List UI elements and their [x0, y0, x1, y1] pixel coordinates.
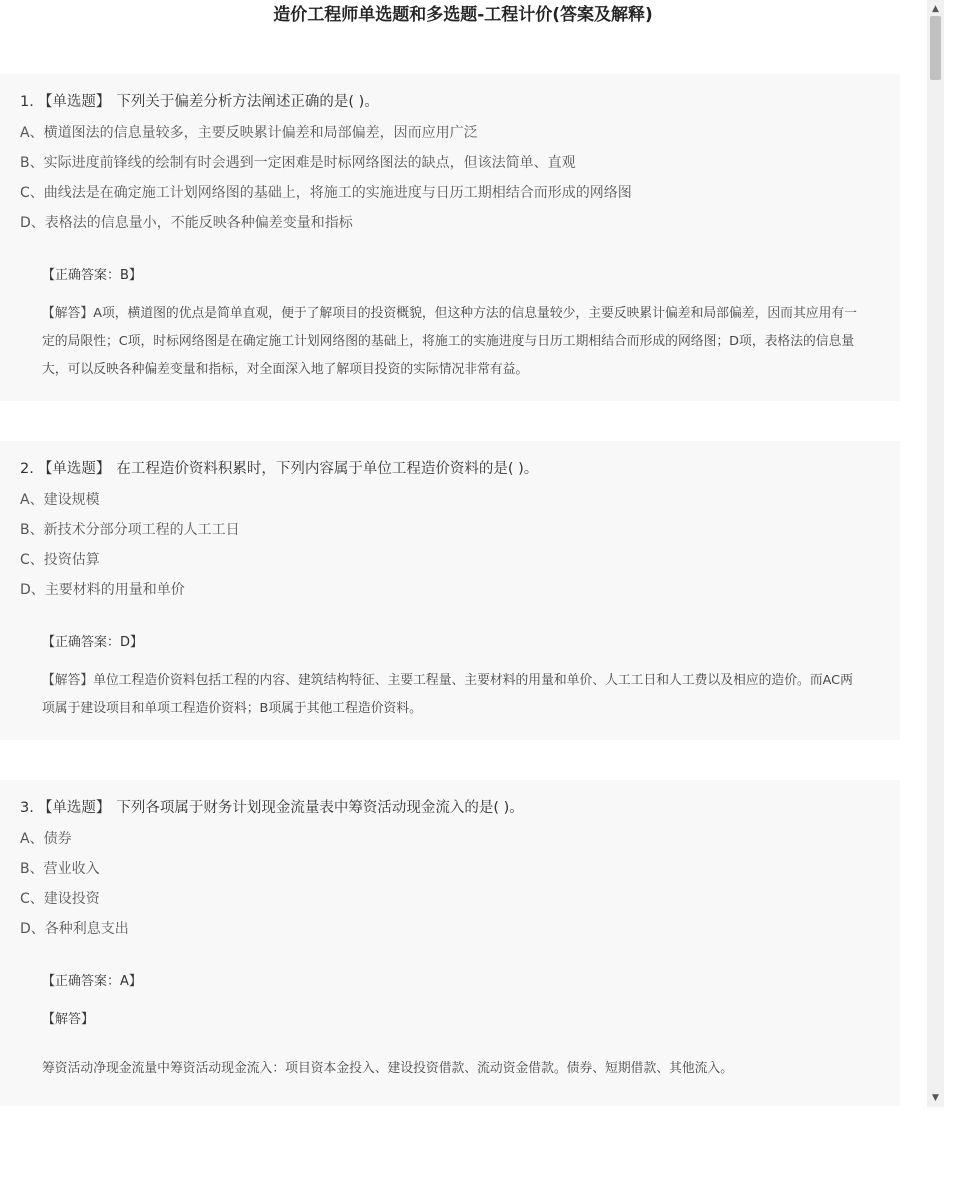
question-number: 3.: [20, 800, 34, 816]
question-card-2: [0, 441, 900, 740]
correct-answer: 【正确答案：A】: [42, 974, 142, 989]
option-a: A、建设规模: [20, 492, 100, 508]
option-d: D、表格法的信息量小，不能反映各种偏差变量和指标: [20, 215, 353, 231]
option-c: C、建设投资: [20, 891, 100, 907]
correct-answer: 【正确答案：B】: [42, 268, 142, 283]
question-type: 【单选题】: [37, 461, 111, 477]
explanation-label: 【解答】: [42, 1012, 95, 1027]
question-type: 【单选题】: [37, 94, 111, 110]
option-a: A、横道图法的信息量较多，主要反映累计偏差和局部偏差，因而应用广泛: [20, 125, 478, 141]
question-header: [20, 796, 880, 820]
option-a: A、债券: [20, 831, 72, 847]
scroll-up-icon[interactable]: ▲: [932, 4, 939, 14]
question-type: 【单选题】: [37, 800, 111, 816]
explanation: 【解答】A项，横道图的优点是简单直观，便于了解项目的投资概貌，但这种方法的信息量较少，主要反映累计偏差和局部偏差，因而其应用有一定的局限性；C项，时标网络图是在确定施工计划网络图的基础上，将施工的实施进度与日历工期相结合而形成的网络图；D项，表格法的信息量大，可以反映各种偏差变量和指标，对全面深入地了解项目投资的实际情况非常有益。: [42, 306, 857, 377]
option-d: D、各种利息支出: [20, 921, 129, 937]
option-d: D、主要材料的用量和单价: [20, 582, 185, 598]
explanation: 筹资活动净现金流量中筹资活动现金流入：项目资本金投入、建设投资借款、流动资金借款。债券、短期借款、其他流入。: [42, 1061, 734, 1076]
option-b: B、实际进度前锋线的绘制有时会遇到一定困难是时标网络图法的缺点，但该法简单、直观: [20, 155, 576, 171]
correct-answer: 【正确答案：D】: [42, 635, 144, 650]
vertical-scrollbar[interactable]: [927, 0, 944, 1107]
option-b: B、新技术分部分项工程的人工工日: [20, 522, 240, 538]
question-card-1: [0, 74, 900, 401]
question-card-3: [0, 780, 900, 1106]
explanation: 【解答】单位工程造价资料包括工程的内容、建筑结构特征、主要工程量、主要材料的用量和单价、人工工日和人工费以及相应的造价。而AC两项属于建设项目和单项工程造价资料；B项属于其他工程造价资料。: [42, 673, 853, 716]
question-stem: 下列关于偏差分析方法阐述正确的是( )。: [116, 94, 379, 110]
scroll-down-icon[interactable]: ▼: [932, 1093, 939, 1103]
question-stem: 在工程造价资料积累时，下列内容属于单位工程造价资料的是( )。: [116, 461, 539, 477]
question-number: 2.: [20, 461, 34, 477]
scrollbar-thumb[interactable]: [930, 16, 941, 80]
question-number: 1.: [20, 94, 34, 110]
option-c: C、投资估算: [20, 552, 100, 568]
option-c: C、曲线法是在确定施工计划网络图的基础上，将施工的实施进度与日历工期相结合而形成的网络图: [20, 185, 632, 201]
option-b: B、营业收入: [20, 861, 100, 877]
question-header: [20, 90, 880, 114]
page-title: 造价工程师单选题和多选题-工程计价(答案及解释): [273, 5, 653, 25]
question-stem: 下列各项属于财务计划现金流量表中筹资活动现金流入的是( )。: [116, 800, 524, 816]
question-header: [20, 457, 880, 481]
